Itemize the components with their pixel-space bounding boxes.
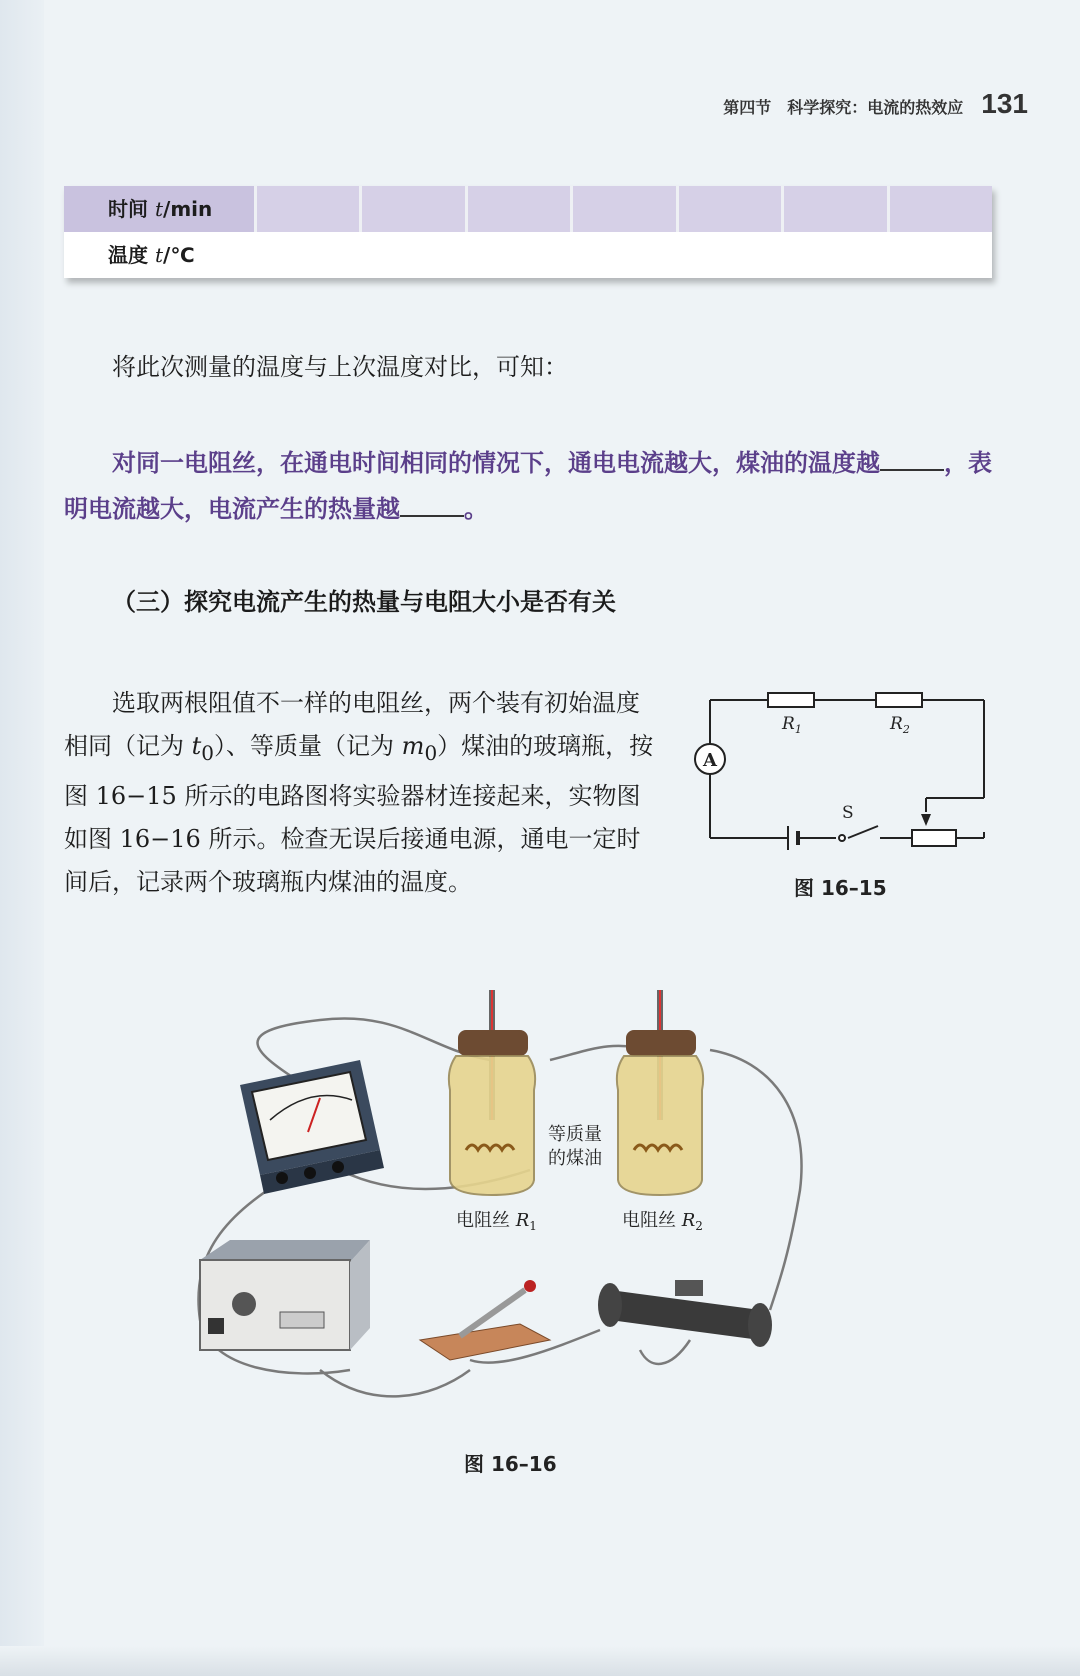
switch-contact: [839, 835, 845, 841]
resistor-r2: [876, 693, 922, 707]
row-label-temp: 温度 t/℃: [108, 243, 195, 267]
page-edge: [0, 0, 44, 1676]
page-number: 131: [981, 88, 1028, 119]
apparatus-illustration: [170, 990, 890, 1450]
knife-switch: [420, 1280, 550, 1360]
table-cell: [676, 186, 781, 232]
table-cell: [887, 186, 992, 232]
bottle-left: [449, 990, 535, 1195]
table-cell: [781, 186, 886, 232]
table-cell: [465, 186, 570, 232]
subsection-heading: （三）探究电流产生的热量与电阻大小是否有关: [112, 588, 616, 616]
running-head: [723, 88, 1028, 120]
rheostat-slider-arrow: [921, 814, 931, 826]
table-cell: [254, 232, 992, 278]
ammeter-device: [240, 1060, 384, 1194]
compare-sentence: 将此次测量的温度与上次温度对比，可知：: [112, 353, 568, 381]
wire2-label: 电阻丝 $R_2$: [622, 1210, 703, 1233]
body-paragraph: 选取两根阻值不一样的电阻丝，两个装有初始温度相同（记为 $t_0$）、等质量（记为 $m_0$）煤油的玻璃瓶，按图 16−15 所示的电路图将实验器材连接起来，实物图如图 16−16 所示。检查无误后接通电源，通电一定时间后，记录两个玻璃瓶内煤油的温度。: [64, 689, 654, 896]
conclusion: 对同一电阻丝，在通电时间相同的情况下，通电电流越大，煤油的温度越 ，表明电流越大，电流产生的热量越 。: [64, 440, 1004, 532]
switch-label: S: [842, 803, 854, 823]
table-row-time: [64, 186, 992, 232]
page-edge-bottom: [0, 1646, 1080, 1676]
wire1-label: 电阻丝 $R_1$: [456, 1210, 537, 1233]
figure-caption-16-16: 图 16–16: [464, 1452, 557, 1476]
table-cell: [254, 186, 359, 232]
oil-label-line2: 的煤油: [548, 1148, 602, 1169]
data-table: [64, 186, 992, 278]
r1-label: $R_1$: [782, 714, 802, 736]
circuit-diagram: [690, 680, 1010, 860]
oil-label-line1: 等质量: [548, 1124, 602, 1145]
rheostat-symbol: [912, 830, 956, 846]
ammeter-label: A: [703, 750, 717, 771]
fill-blank[interactable]: [880, 441, 944, 471]
table-cell: [359, 186, 464, 232]
table-row-temp: [64, 232, 992, 278]
table-cell: [570, 186, 675, 232]
r2-label: $R_2$: [890, 714, 910, 736]
bottle-right: [617, 990, 703, 1195]
row-label-time: 时间 t/min: [108, 197, 213, 221]
rheostat-device: [598, 1280, 772, 1347]
resistor-r1: [768, 693, 814, 707]
power-supply: [200, 1240, 370, 1350]
figure-caption-16-15: 图 16–15: [794, 876, 887, 900]
fill-blank[interactable]: [400, 487, 464, 517]
section-title: 第四节 科学探究：电流的热效应: [723, 98, 964, 117]
